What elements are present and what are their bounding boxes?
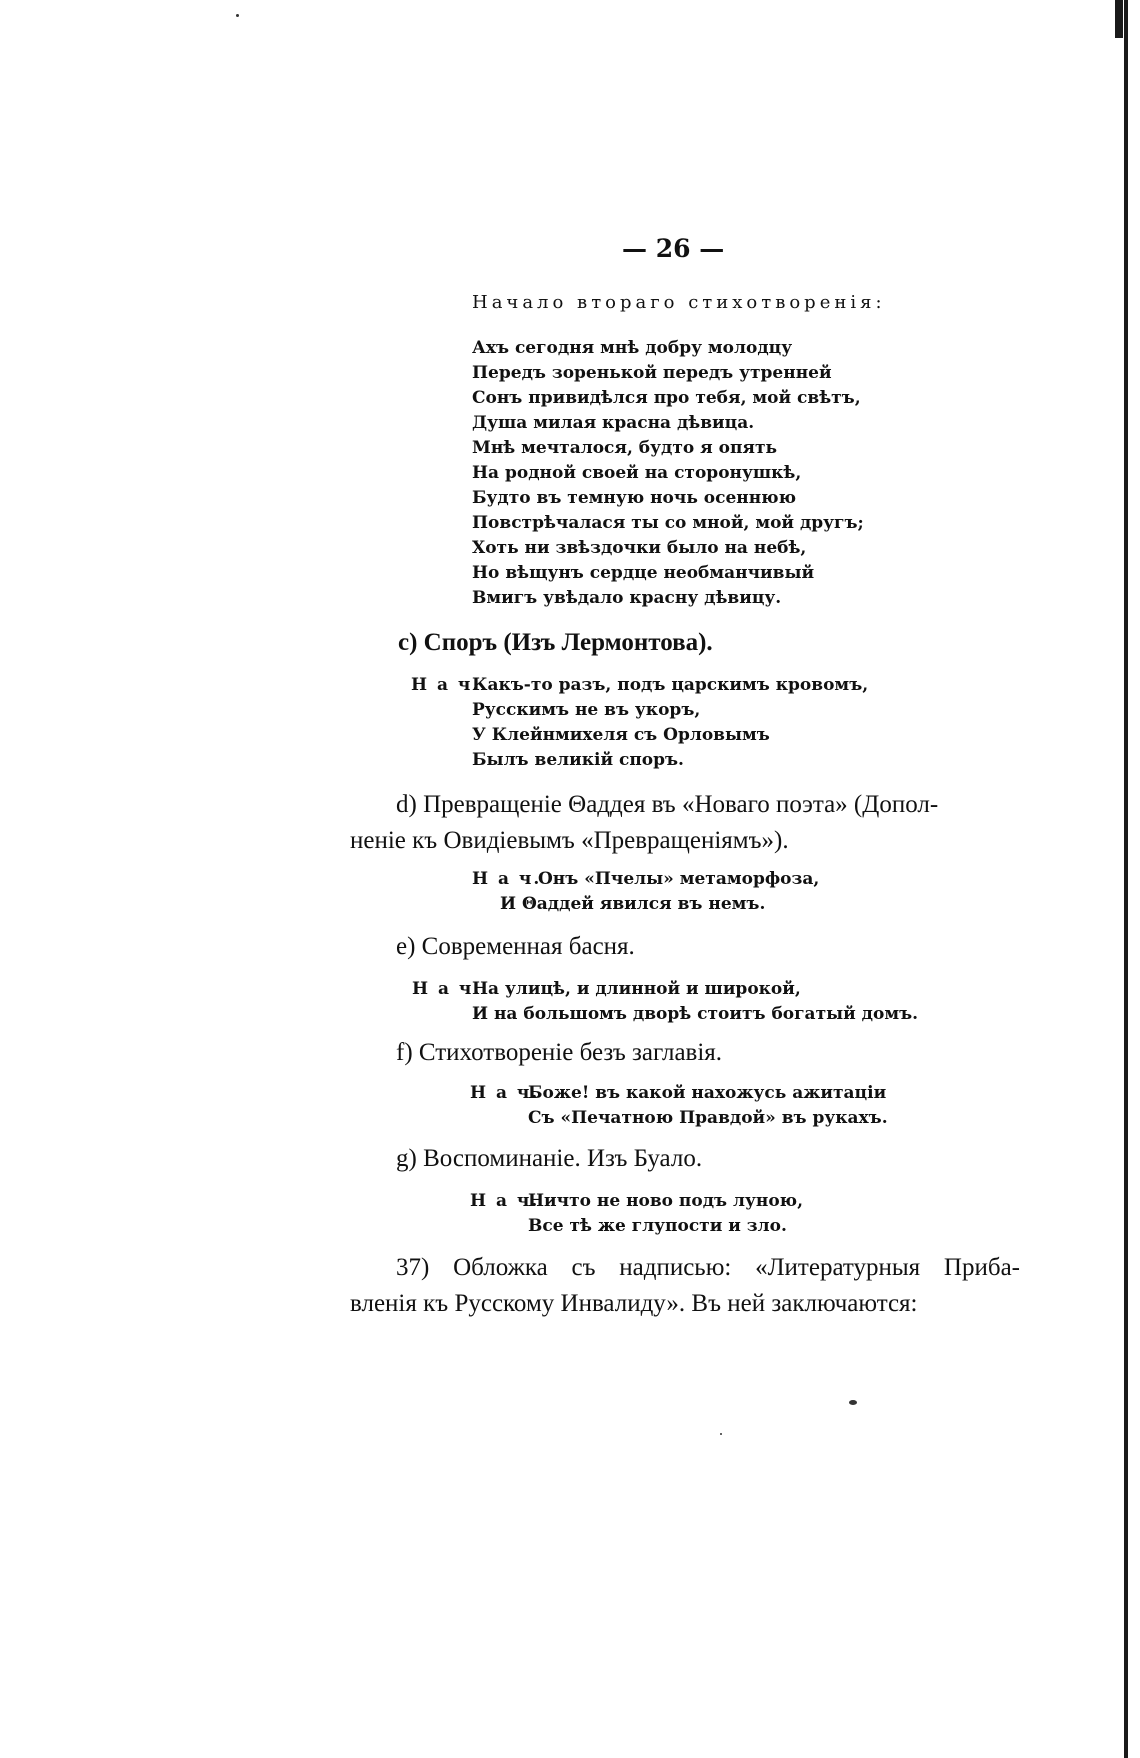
verse-line: Боже! въ какой нахожусь ажитаціи bbox=[528, 1083, 887, 1103]
verse-line: Вмигъ увѣдало красну дѣвицу. bbox=[472, 588, 782, 608]
verse-line: Ахъ сегодня мнѣ добру молодцу bbox=[472, 338, 793, 358]
entry-f-verse bbox=[528, 1081, 888, 1131]
verse-line: Мнѣ мечталося, будто я опять bbox=[472, 438, 778, 458]
entry-f-title: f) Стихотвореніе безъ заглавія. bbox=[396, 1039, 723, 1066]
verse-line: На родной своей на сторонушкѣ, bbox=[472, 463, 802, 483]
verse-line: И Θаддей явился въ немъ. bbox=[500, 894, 766, 914]
entry-e-verse bbox=[472, 977, 918, 1027]
verse-line: Ничто не ново подъ луною, bbox=[528, 1191, 804, 1211]
entry-d-nach: Н а ч. bbox=[472, 869, 542, 889]
verse-line: На улицѣ, и длинной и широкой, bbox=[472, 979, 801, 999]
entry-c-verse bbox=[472, 673, 868, 773]
entry-c-title: c) Споръ (Изъ Лермонтова). bbox=[398, 629, 713, 656]
verse-line: Но вѣщунъ сердце необманчивый bbox=[472, 563, 815, 583]
ink-speck bbox=[236, 14, 239, 17]
page-edge-line bbox=[1124, 0, 1128, 1758]
verse-line: Повстрѣчалася ты со мной, мой другъ; bbox=[472, 513, 864, 533]
verse-line: Онъ «Пчелы» метаморфоза, bbox=[538, 869, 820, 889]
entry-d-title-line1: d) Превращеніе Θаддея въ «Новаго поэта» (Допол- bbox=[396, 791, 939, 818]
item-37-paragraph bbox=[350, 1250, 1020, 1322]
verse-line: Какъ-то разъ, подъ царскимъ кровомъ, bbox=[472, 675, 869, 695]
entry-d-title-line2: неніе къ Овидіевымъ «Превращеніямъ»). bbox=[350, 827, 789, 854]
item-37-line: вленія къ Русскому Инвалиду». Въ ней заключаются: bbox=[350, 1290, 918, 1317]
entry-f-nach: Н а ч. bbox=[470, 1083, 540, 1103]
entry-g-nach: Н а ч. bbox=[470, 1191, 540, 1211]
verse-line: Хоть ни звѣздочки было на небѣ, bbox=[472, 538, 807, 558]
verse-line: Съ «Печатною Правдой» въ рукахъ. bbox=[528, 1108, 888, 1128]
entry-g-verse bbox=[528, 1189, 803, 1239]
ink-speck bbox=[849, 1400, 857, 1405]
verse-line: Будто въ темную ночь осеннюю bbox=[472, 488, 797, 508]
verse-line: Душа милая красна дѣвица. bbox=[472, 413, 755, 433]
page-edge-mark bbox=[1115, 0, 1123, 38]
intro-heading: Начало втораго стихотворенія: bbox=[472, 292, 886, 313]
verse-line: И на большомъ дворѣ стоитъ богатый домъ. bbox=[472, 1004, 919, 1024]
verse-line: Былъ великій споръ. bbox=[472, 750, 684, 770]
item-37-line: 37) Обложка съ надписью: «Литературныя Приба- bbox=[396, 1254, 1020, 1281]
entry-c-nach: Н а ч. bbox=[411, 675, 481, 695]
verse-line: У Клейнмихеля съ Орловымъ bbox=[472, 725, 770, 745]
entry-e-nach: Н а ч. bbox=[412, 979, 482, 999]
page-number: — 26 — bbox=[622, 234, 725, 263]
verse-line: Все тѣ же глупости и зло. bbox=[528, 1216, 787, 1236]
entry-e-title: e) Современная басня. bbox=[396, 933, 635, 960]
ink-speck bbox=[720, 1433, 722, 1435]
entry-g-title: g) Воспоминаніе. Изъ Буало. bbox=[396, 1145, 703, 1172]
verse-line: Русскимъ не въ укоръ, bbox=[472, 700, 701, 720]
main-verse bbox=[472, 336, 864, 611]
verse-line: Передъ зоренькой передъ утренней bbox=[472, 363, 832, 383]
verse-line: Сонъ привидѣлся про тебя, мой свѣтъ, bbox=[472, 388, 861, 408]
